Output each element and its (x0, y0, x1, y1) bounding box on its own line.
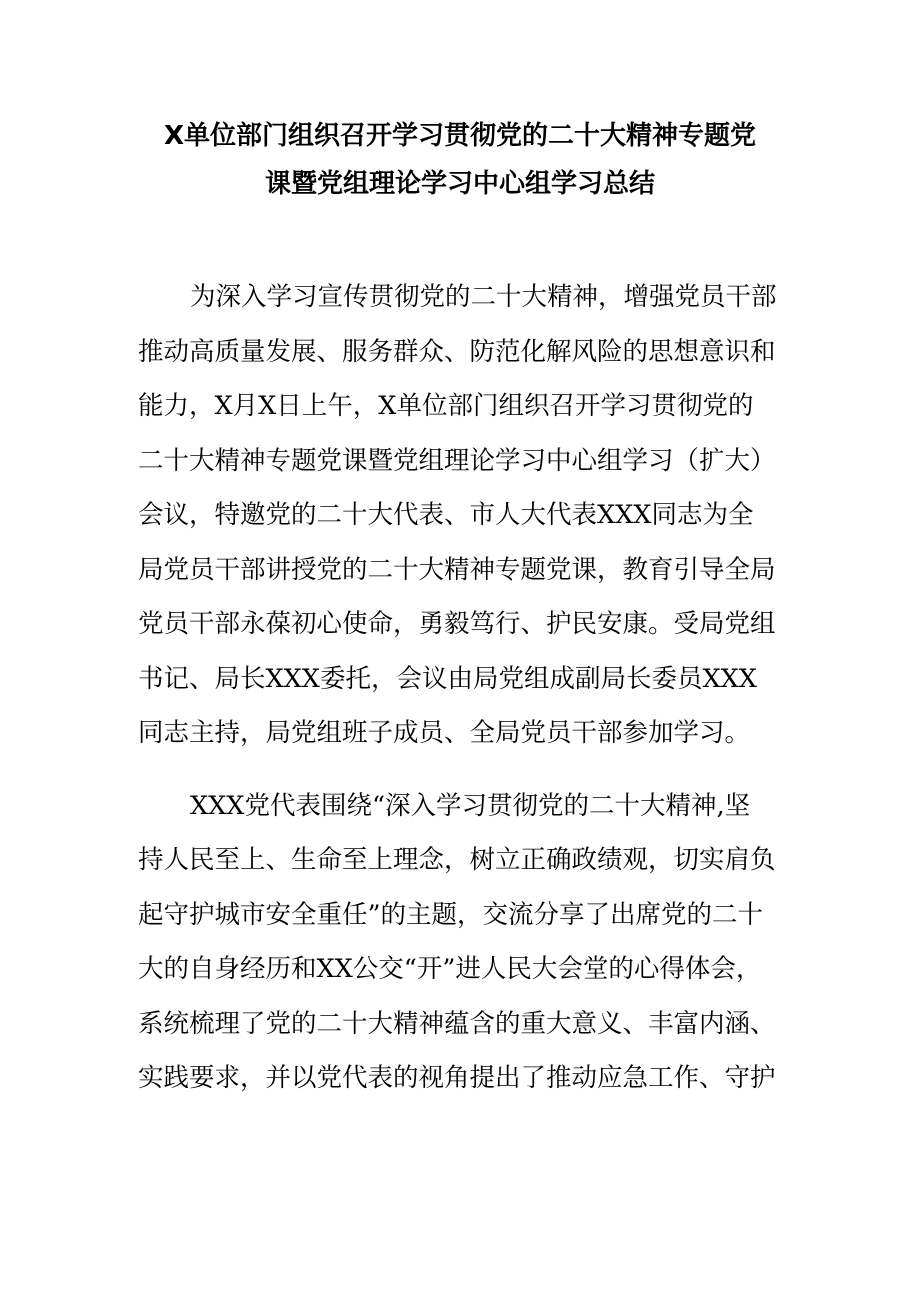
paragraph-line: 持人民至上、生命至上理念，树立正确政绩观，切实肩负 (138, 845, 776, 875)
paragraph (138, 270, 788, 761)
paragraph-line: 局党员干部讲授党的二十大精神专题党课，教育引导全局 (138, 554, 776, 585)
paragraph-line: 起守护城市安全重任”的主题，交流分享了出席党的二十 (138, 899, 764, 930)
paragraph-line: 会议，特邀党的二十大代表、市人大代表XXX同志为全 (138, 500, 754, 530)
document-title (0, 112, 920, 208)
paragraph (138, 779, 788, 1106)
paragraph-line: 能力，X月X日上午，X单位部门组织召开学习贯彻党的 (138, 391, 754, 421)
paragraph-line: 党员干部永葆初心使命，勇毅笃行、护民安康。受局党组 (138, 609, 776, 639)
title-line: X单位部门组织召开学习贯彻党的二十大精神专题党 (163, 121, 757, 151)
paragraph-line: 二十大精神专题党课暨党组理论学习中心组学习（扩大） (138, 445, 776, 476)
document-body (138, 270, 788, 1106)
paragraph-line: 书记、局长XXX委托，会议由局党组成副局长委员XXX (138, 663, 757, 694)
paragraph-line: 为深入学习宣传贯彻党的二十大精神，增强党员干部 (190, 282, 777, 312)
paragraph-line: 实践要求，并以党代表的视角提出了推动应急工作、守护 (138, 1063, 776, 1093)
paragraph-line: 同志主持，局党组班子成员、全局党员干部参加学习。 (138, 718, 751, 748)
paragraph-line: 推动高质量发展、服务群众、防范化解风险的思想意识和 (138, 336, 776, 367)
paragraph-spacer (138, 761, 788, 779)
paragraph-line: 系统梳理了党的二十大精神蕴含的重大意义、丰富内涵、 (138, 1008, 776, 1039)
paragraph-line: 大的自身经历和XX公交“开”进人民大会堂的心得体会， (138, 954, 762, 984)
title-line: 课暨党组理论学习中心组学习总结 (264, 169, 655, 199)
paragraph-line: XXX党代表围绕“深入学习贯彻党的二十大精神,坚 (190, 790, 751, 821)
